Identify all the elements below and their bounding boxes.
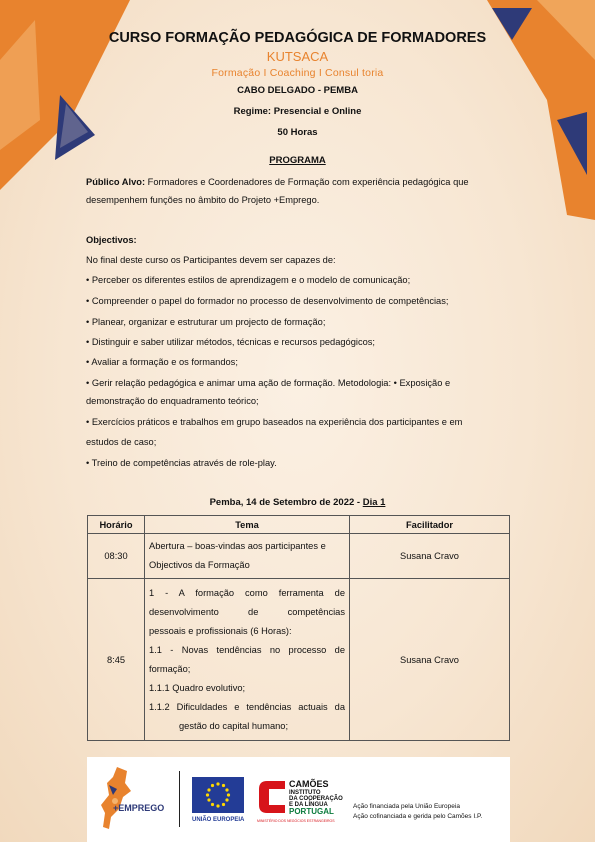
emprego-logo [95,765,175,835]
theme-line: 1.1.1 Quadro evolutivo; [149,682,246,693]
objectives-heading: Objectivos: [86,235,137,245]
funding-line-1: Ação financiada pela União Europeia [353,803,460,810]
theme-line: Abertura – boas-vindas aos participantes e [149,541,326,551]
eu-label: UNIÃO EUROPEIA [192,817,245,823]
camoes-sub2: DA COOPERAÇÃO [289,796,343,802]
theme-line: 1 - A formação como ferramenta de [149,587,345,598]
emprego-logo-text: +EMPREGO [113,803,165,813]
camoes-c-icon [257,779,287,815]
row-facilitator: Susana Cravo [350,534,510,579]
objective-item: • Avaliar a formação e os formandos; [86,357,238,367]
objective-item: estudos de caso; [86,437,157,447]
theme-line: 1.1 - Novas tendências no processo de [149,644,345,655]
theme-line: formação; [149,663,191,674]
table-row [88,534,510,579]
row-facilitator: Susana Cravo [350,579,510,741]
audience-label: Público Alvo: [86,177,146,187]
objective-item: • Distinguir e saber utilizar métodos, técnicas e recursos pedagógicos; [86,337,376,347]
table-header-row [88,516,510,534]
hours-text: 50 Horas [277,127,318,138]
objective-item: • Exercícios práticos e trabalhos em grupo baseados na experiência dos participantes e em [86,417,463,427]
schedule-date-text: Pemba, 14 de Setembro de 2022 - [209,497,363,508]
objective-item: demonstração do enquadramento teórico; [86,396,259,406]
theme-line: desenvolvimento de competências [149,606,345,617]
objective-item: • Gerir relação pedagógica e animar uma ação de formação. Metodologia: • Exposição e [86,378,451,388]
eu-flag-icon [192,777,244,813]
location-text: CABO DELGADO - PEMBA [237,85,358,96]
footer-logos [87,757,510,842]
camoes-ministry: MINISTÉRIO DOS NEGÓCIOS ESTRANGEIROS [257,819,335,823]
row-theme [145,534,350,579]
header-facilitator: Facilitador [350,516,510,534]
camoes-sub4: PORTUGAL [289,807,334,816]
row-theme [145,579,350,741]
theme-line: gestão do capital humano; [179,720,289,731]
header-theme: Tema [145,516,350,534]
audience-text: Formadores e Coordenadores de Formação com experiência pedagógica que [145,177,469,187]
audience-line [86,177,469,187]
program-heading: PROGRAMA [269,155,326,166]
mozambique-map-icon [95,765,135,835]
regime-text: Regime: Presencial e Online [233,106,362,117]
objectives-intro: No final deste curso os Participantes devem ser capazes de: [86,255,336,265]
course-title: CURSO FORMAÇÃO PEDAGÓGICA DE FORMADORES [108,30,487,46]
objective-item: • Treino de competências através de role-play. [86,458,277,468]
objective-item: • Planear, organizar e estruturar um projecto de formação; [86,317,326,327]
row-time: 08:30 [88,534,145,579]
theme-line: 1.1.2 Dificuldades e tendências actuais da [149,701,345,712]
camoes-sub3: E DA LÍNGUA [289,802,328,808]
camoes-sub1: INSTITUTO [289,790,321,796]
schedule-day-label: Dia 1 [362,497,386,508]
audience-line-2: desempenhem funções no âmbito do Projeto +Emprego. [86,195,320,205]
theme-line: Objectivos da Formação [149,560,250,570]
eu-logo [192,777,247,837]
table-row [88,579,510,741]
camoes-logo [257,779,347,829]
objective-item: • Compreender o papel do formador no processo de desenvolvimento de competências; [86,296,449,306]
camoes-title: CAMÕES [289,779,329,789]
brand-tagline: Formação I Coaching I Consul toria [211,67,384,79]
header-time: Horário [88,516,145,534]
footer-divider [179,771,180,827]
theme-line: pessoais e profissionais (6 Horas): [149,625,292,636]
objective-item: • Perceber os diferentes estilos de aprendizagem e o modelo de comunicação; [86,275,411,285]
funding-line-2: Ação cofinanciada e gerida pelo Camões I.P. [353,813,483,820]
brand-name: KUTSACA [266,49,329,64]
row-time: 8:45 [88,579,145,741]
schedule-date [0,497,595,508]
schedule-table [87,515,510,741]
